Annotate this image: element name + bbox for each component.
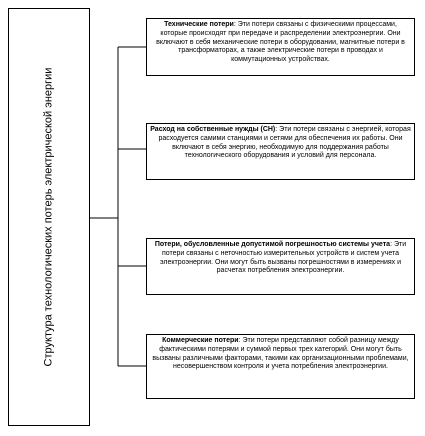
main-category-box	[8, 8, 90, 426]
category-description: : Эти потери представляют собой разницу между фактическими потерями и суммой первых трех категорий. Они могут быть вызваны различными факторами, такими как организационными проблемами, несовершенством контроля и учета потребления электроэнергии.	[152, 337, 409, 371]
category-description: : Эти потери связаны с физическими процессами, которые происходят при передаче и распределении электроэнергии. Они включают в себя механические потери в оборудовании, магнитные потери в трансформаторах, а также электрические потери в проводах и коммутационных устройствах.	[156, 21, 405, 63]
category-title: Потери, обусловленные допустимой погрешностью системы учета	[154, 241, 391, 248]
category-title: Технические потери	[164, 21, 234, 28]
loss-category-own-needs	[146, 123, 415, 180]
category-description: : Эти потери связаны с энергией, которая расходуется самими станциями и сетями для обеспечения их работы. Они включают в себя энергию, необходимую для поддержания работы технологического оборудования и условий для персонала.	[158, 126, 411, 160]
category-title: Расход на собственные нужды (СН)	[150, 126, 276, 133]
main-category-label: Структура технологических потерь электрической энергии	[42, 67, 55, 367]
loss-category-technical	[146, 18, 415, 76]
category-description: : Эти потери связаны с неточностью измерительных устройств и систем учета электроэнергии. Они могут быть вызваны погрешностями в измерениях и расчетах потребления электроэнергии.	[159, 241, 407, 275]
category-title: Коммерческие потери	[162, 337, 239, 344]
loss-category-metering-error	[146, 238, 415, 295]
loss-category-commercial	[146, 334, 415, 399]
